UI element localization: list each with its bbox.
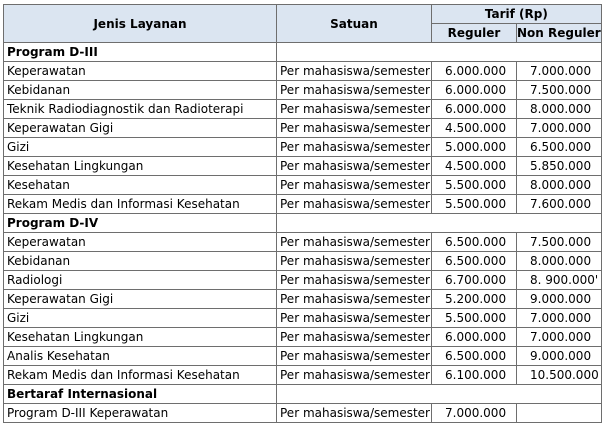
section-blank-cell [277,214,602,233]
non-reguler-tariff-cell: 10.500.000 [517,366,602,385]
table-row [4,328,602,347]
unit-cell: Per mahasiswa/semester [277,176,432,195]
table-row [4,290,602,309]
table-row [4,366,602,385]
table-row [4,309,602,328]
service-name-cell: Kesehatan Lingkungan [4,328,277,347]
section-row [4,385,602,404]
unit-cell: Per mahasiswa/semester [277,100,432,119]
header-non-reguler: Non Reguler [517,24,602,43]
service-name-cell: Gizi [4,309,277,328]
non-reguler-tariff-cell [517,404,602,423]
section-blank-cell [277,385,602,404]
unit-cell: Per mahasiswa/semester [277,81,432,100]
non-reguler-tariff-cell: 5.850.000 [517,157,602,176]
non-reguler-tariff-cell: 7.500.000 [517,233,602,252]
unit-cell: Per mahasiswa/semester [277,138,432,157]
service-name-cell: Analis Kesehatan [4,347,277,366]
service-name-cell: Keperawatan [4,233,277,252]
table-body [4,43,602,423]
service-name-cell: Radiologi [4,271,277,290]
service-name-cell: Rekam Medis dan Informasi Kesehatan [4,195,277,214]
non-reguler-tariff-cell: 8.000.000 [517,100,602,119]
table-row [4,119,602,138]
table-row [4,157,602,176]
service-name-cell: Keperawatan [4,62,277,81]
service-name-cell: Kebidanan [4,252,277,271]
unit-cell: Per mahasiswa/semester [277,195,432,214]
reguler-tariff-cell: 6.500.000 [432,233,517,252]
service-name-cell: Keperawatan Gigi [4,290,277,309]
non-reguler-tariff-cell: 9.000.000 [517,290,602,309]
reguler-tariff-cell: 4.500.000 [432,119,517,138]
section-row [4,214,602,233]
reguler-tariff-cell: 7.000.000 [432,404,517,423]
non-reguler-tariff-cell: 7.500.000 [517,81,602,100]
reguler-tariff-cell: 5.500.000 [432,195,517,214]
header-tarif: Tarif (Rp) [432,5,602,24]
unit-cell: Per mahasiswa/semester [277,309,432,328]
reguler-tariff-cell: 5.000.000 [432,138,517,157]
service-name-cell: Program D-III Keperawatan [4,404,277,423]
header-reguler: Reguler [432,24,517,43]
reguler-tariff-cell: 5.200.000 [432,290,517,309]
tariff-table-container [3,4,602,423]
service-name-cell: Teknik Radiodiagnostik dan Radioterapi [4,100,277,119]
unit-cell: Per mahasiswa/semester [277,271,432,290]
table-row [4,195,602,214]
table-row [4,347,602,366]
service-name-cell: Kebidanan [4,81,277,100]
non-reguler-tariff-cell: 8.000.000 [517,176,602,195]
non-reguler-tariff-cell: 7.000.000 [517,62,602,81]
table-row [4,252,602,271]
unit-cell: Per mahasiswa/semester [277,290,432,309]
section-title: Bertaraf Internasional [4,385,277,404]
unit-cell: Per mahasiswa/semester [277,328,432,347]
table-header [4,5,602,43]
header-jenis-layanan: Jenis Layanan [4,5,277,43]
unit-cell: Per mahasiswa/semester [277,347,432,366]
table-row [4,404,602,423]
reguler-tariff-cell: 4.500.000 [432,157,517,176]
section-title: Program D-III [4,43,277,62]
table-row [4,100,602,119]
unit-cell: Per mahasiswa/semester [277,233,432,252]
reguler-tariff-cell: 6.000.000 [432,328,517,347]
non-reguler-tariff-cell: 6.500.000 [517,138,602,157]
table-row [4,138,602,157]
section-row [4,43,602,62]
non-reguler-tariff-cell: 7.000.000 [517,119,602,138]
reguler-tariff-cell: 6.500.000 [432,252,517,271]
unit-cell: Per mahasiswa/semester [277,404,432,423]
section-blank-cell [277,43,602,62]
non-reguler-tariff-cell: 9.000.000 [517,347,602,366]
service-name-cell: Keperawatan Gigi [4,119,277,138]
non-reguler-tariff-cell: 7.000.000 [517,309,602,328]
table-row [4,271,602,290]
reguler-tariff-cell: 6.700.000 [432,271,517,290]
service-name-cell: Kesehatan [4,176,277,195]
reguler-tariff-cell: 5.500.000 [432,309,517,328]
unit-cell: Per mahasiswa/semester [277,62,432,81]
service-name-cell: Gizi [4,138,277,157]
non-reguler-tariff-cell: 7.000.000 [517,328,602,347]
non-reguler-tariff-cell: 7.600.000 [517,195,602,214]
non-reguler-tariff-cell: 8.000.000 [517,252,602,271]
unit-cell: Per mahasiswa/semester [277,366,432,385]
service-name-cell: Kesehatan Lingkungan [4,157,277,176]
reguler-tariff-cell: 6.000.000 [432,81,517,100]
table-row [4,81,602,100]
unit-cell: Per mahasiswa/semester [277,157,432,176]
non-reguler-tariff-cell: 8. 900.000' [517,271,602,290]
unit-cell: Per mahasiswa/semester [277,119,432,138]
table-row [4,176,602,195]
table-row [4,62,602,81]
unit-cell: Per mahasiswa/semester [277,252,432,271]
header-satuan: Satuan [277,5,432,43]
reguler-tariff-cell: 6.100.000 [432,366,517,385]
table-row [4,233,602,252]
section-title: Program D-IV [4,214,277,233]
reguler-tariff-cell: 6.000.000 [432,62,517,81]
reguler-tariff-cell: 5.500.000 [432,176,517,195]
tariff-table [3,4,602,423]
reguler-tariff-cell: 6.500.000 [432,347,517,366]
service-name-cell: Rekam Medis dan Informasi Kesehatan [4,366,277,385]
reguler-tariff-cell: 6.000.000 [432,100,517,119]
